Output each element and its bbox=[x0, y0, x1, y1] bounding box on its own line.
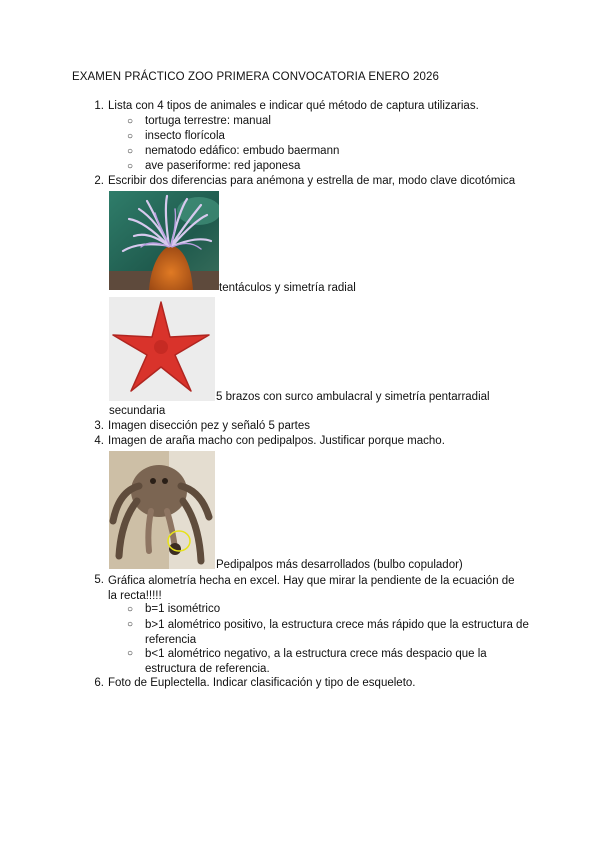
bullet: ○ bbox=[127, 131, 134, 142]
anemone-caption: tentáculos y simetría radial bbox=[219, 282, 356, 294]
bullet: ○ bbox=[127, 604, 134, 615]
anemone-photo bbox=[109, 191, 219, 290]
item-text: Lista con 4 tipos de animales e indicar qué método de captura utilizarias. bbox=[108, 100, 479, 112]
item-number: 2. bbox=[94, 175, 104, 187]
sub-item: ave paseriforme: red japonesa bbox=[145, 160, 301, 172]
bullet: ○ bbox=[127, 146, 134, 157]
sub-item: b=1 isométrico bbox=[145, 603, 221, 615]
starfish-photo bbox=[109, 297, 215, 401]
sub-item: b<1 alométrico negativo, a la estructura crece más despacio que la estructura de referencia. bbox=[145, 648, 487, 675]
item-number: 4. bbox=[94, 435, 104, 447]
sub-item: insecto florícola bbox=[145, 130, 225, 142]
bullet: ○ bbox=[127, 648, 134, 659]
item-text: Imagen de araña macho con pedipalpos. Justificar porque macho. bbox=[108, 435, 445, 447]
item-number: 1. bbox=[94, 100, 104, 112]
sub-item: b>1 alométrico positivo, la estructura crece más rápido que la estructura de referencia bbox=[145, 619, 529, 646]
item-number: 6. bbox=[94, 677, 104, 689]
bullet: ○ bbox=[127, 116, 134, 127]
bullet: ○ bbox=[127, 619, 134, 630]
spider-caption: Pedipalpos más desarrollados (bulbo copulador) bbox=[216, 559, 463, 571]
starfish-caption: 5 brazos con surco ambulacral y simetría pentarradial bbox=[216, 391, 490, 403]
starfish-caption-cont: secundaria bbox=[109, 405, 166, 417]
item-text: Gráfica alometría hecha en excel. Hay que mirar la pendiente de la ecuación de la recta!!!!! bbox=[108, 575, 515, 602]
sub-item: tortuga terrestre: manual bbox=[145, 115, 271, 127]
item-number: 3. bbox=[94, 420, 104, 432]
item-text: Imagen disección pez y señaló 5 partes bbox=[108, 420, 311, 432]
spider-photo bbox=[109, 451, 215, 569]
item-number: 5. bbox=[94, 574, 104, 586]
document-title: EXAMEN PRÁCTICO ZOO PRIMERA CONVOCATORIA ENERO 2026 bbox=[72, 71, 440, 83]
item-text: Escribir dos diferencias para anémona y estrella de mar, modo clave dicotómica bbox=[108, 175, 516, 187]
bullet: ○ bbox=[127, 161, 134, 172]
item-text: Foto de Euplectella. Indicar clasificación y tipo de esqueleto. bbox=[108, 677, 416, 689]
sub-item: nematodo edáfico: embudo baermann bbox=[145, 145, 340, 157]
